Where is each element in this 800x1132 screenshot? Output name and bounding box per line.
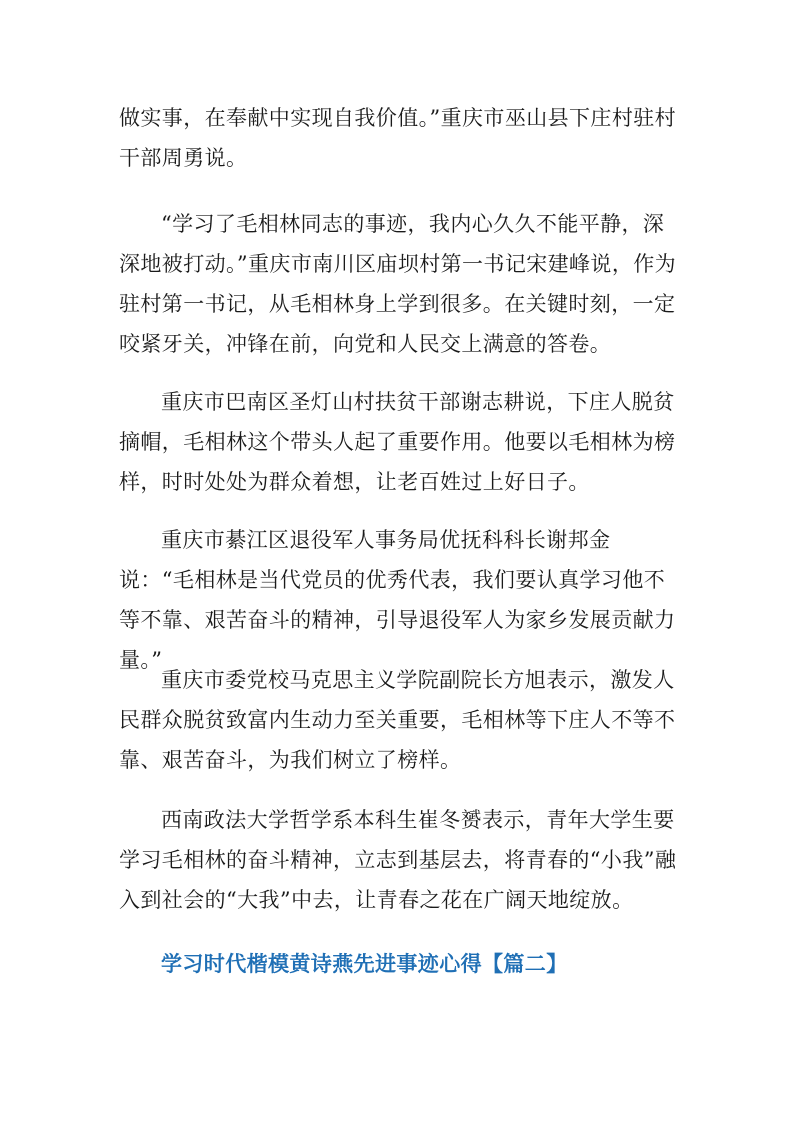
paragraph-1: 做实事，在奉献中实现自我价值。”重庆市巫山县下庄村驻村干部周勇说。: [119, 106, 677, 170]
paragraph-4: 重庆市綦江区退役军人事务局优抚科科长谢邦金说：“毛相林是当代党员的优秀代表，我们要认真学习他不等不靠、艰苦奋斗的精神，引导退役军人为家乡发展贡献力量。”: [119, 528, 676, 672]
paragraph-3: 重庆市巴南区圣灯山村扶贫干部谢志耕说，下庄人脱贫摘帽，毛相林这个带头人起了重要作用。他要以毛相林为榜样，时时处处为群众着想，让老百姓过上好日子。: [119, 390, 676, 494]
paragraph-5: 重庆市委党校马克思主义学院副院长方旭表示，激发人民群众脱贫致富内生动力至关重要，毛相林等下庄人不等不靠、艰苦奋斗，为我们树立了榜样。: [119, 668, 676, 772]
section-heading: 学习时代楷模黄诗燕先进事迹心得【篇二】: [161, 952, 568, 976]
paragraph-2: “学习了毛相林同志的事迹，我内心久久不能平静，深深地被打动。”重庆市南川区庙坝村第一书记宋建峰说，作为驻村第一书记，从毛相林身上学到很多。在关键时刻，一定咬紧牙关，冲锋在前，向党和人民交上满意的答卷。: [119, 212, 677, 356]
paragraph-6: 西南政法大学哲学系本科生崔冬赟表示，青年大学生要学习毛相林的奋斗精神，立志到基层去，将青春的“小我”融入到社会的“大我”中去，让青春之花在广阔天地绽放。: [119, 808, 677, 912]
